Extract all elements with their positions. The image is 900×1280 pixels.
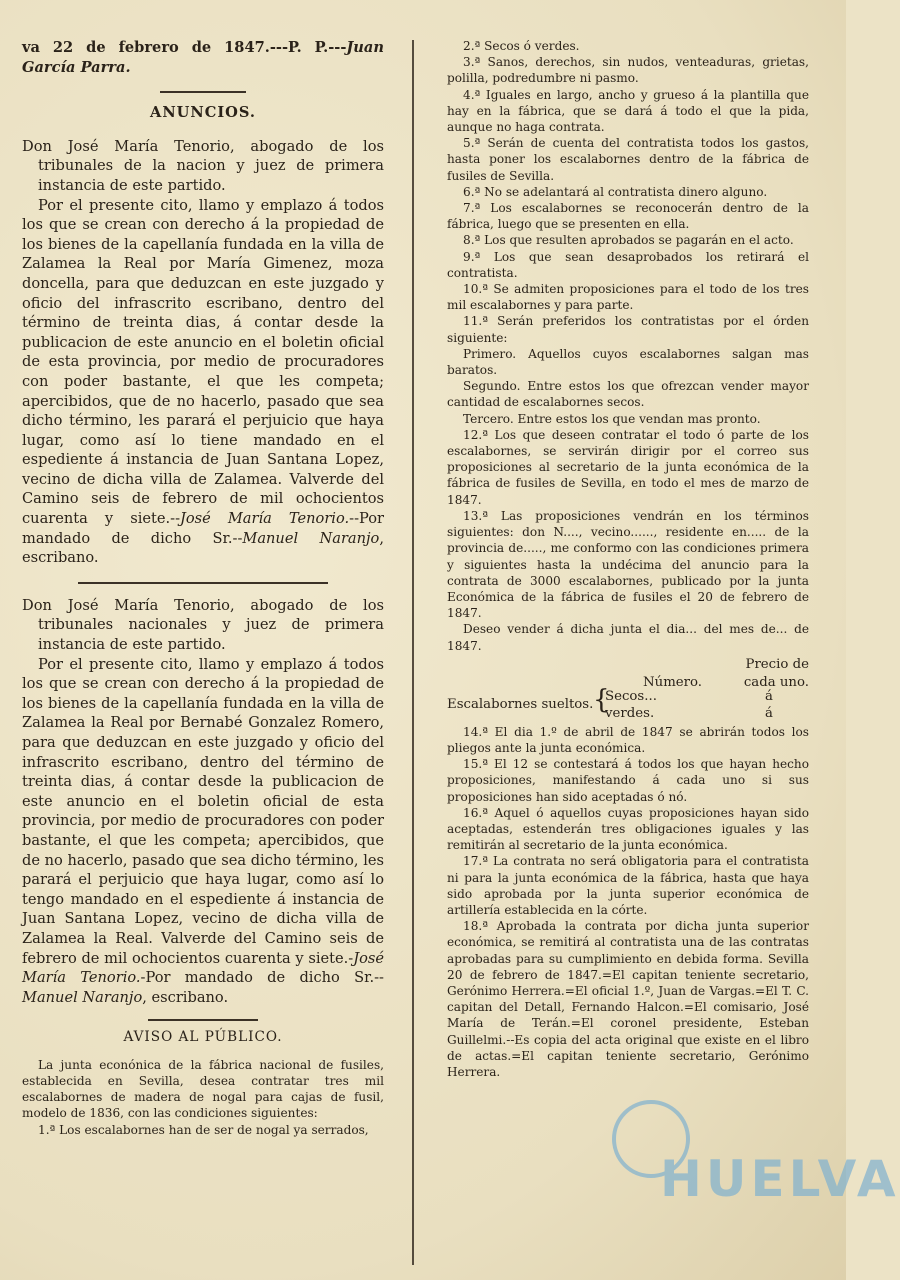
stamp-text: HUELVA	[660, 1150, 900, 1208]
top-line-part1: va 22 de febrero de 1847.---P. P.---	[22, 39, 347, 56]
preference-1: Primero. Aquellos cuyos escalabornes salgan mas baratos.	[447, 346, 809, 378]
aviso-rule	[148, 1019, 258, 1021]
condition-14: 14.ª El dia 1.º de abril de 1847 se abrirán todos los pliegos ante la junta económica.	[447, 724, 809, 755]
row-label: Escalabornes sueltos.	[447, 696, 594, 712]
condition-10: 10.ª Se admiten proposiciones para el todo de los tres mil escalabornes y para parte.	[447, 282, 809, 313]
notice2-header: Don José María Tenorio, abogado de los tribunales nacionales y juez de primera instancia de este partido.	[22, 596, 384, 654]
price-cell-1: á	[765, 688, 773, 704]
notice1-signature-notary: Manuel Naranjo	[242, 529, 380, 547]
brace: {	[593, 684, 610, 715]
price-header-2: cada uno.	[743, 674, 809, 690]
condition-15: 15.ª El 12 se contestará á todos los que hayan hecho proposiciones, manifestando á cada uno si sus proposiciones han sido aceptadas ó nó.	[447, 757, 809, 804]
preference-2: Segundo. Entre estos los que ofrezcan vender mayor cantidad de escalabornes secos.	[447, 379, 809, 410]
condition-13: 13.ª Las proposiciones vendrán en los términos siguientes: don N...., vecino......, residente en..... de la provincia de....., me conformo con las condiciones primera y siguientes hasta la undécima del anuncio para la contrata de 3000 escalabornes, publicado por la junta Económica de la fábrica de fusiles el 20 de febrero de 1847.	[447, 508, 809, 621]
condition-16: 16.ª Aquel ó aquellos cuyas proposiciones hayan sido aceptadas, estenderán tres obligaciones iguales y las remitirán al secretario de la junta económica.	[447, 805, 809, 853]
notice2-mandate: -Por mandado de dicho Sr.--	[140, 969, 384, 987]
condition-2: 2.ª Secos ó verdes.	[463, 39, 580, 53]
left-column	[22, 38, 384, 1138]
column-divider	[412, 40, 414, 1265]
notice1-text: Por el presente cito, llamo y emplazo á todos los que se crean con derecho á la propiedad de los bienes de la capellanía fundada en la villa de Zalamea la Real por María Gimenez, moza doncella, para que deduzcan en este juzgado y oficio del infrascrito escribano, dentro del término de treinta dias, á contar desde la publicacion de este anuncio en el boletin oficial de esta provincia, por medio de procuradores con poder bastante, el que les competa; apercibidos, que de no hacerlo, pasado que sea dicho término, les parará el perjuicio que haya lugar, como así lo tiene mandado en el espediente á instancia de Juan Santana Lopez, vecino de dicha villa de Zalamea. Valverde del Camino seis de febrero de mil ochocientos cuarenta y siete.--	[22, 196, 384, 528]
right-column	[447, 38, 809, 1080]
number-header: Número.	[643, 674, 703, 690]
condition-5: 5.ª Serán de cuenta del contratista todos los gastos, hasta poner los escalabornes dentro de la fábrica de fusiles de Sevilla.	[447, 136, 809, 183]
aviso-title: AVISO AL PÚBLICO.	[123, 1029, 283, 1046]
price-table	[447, 654, 809, 724]
condition-9: 9.ª Los que sean desaprobados los retirará el contratista.	[447, 249, 809, 280]
condition-7: 7.ª Los escalabornes se reconocerán dentro de la fábrica, luego que se presenten en ella.	[447, 201, 809, 232]
price-header-1: Precio de	[745, 656, 809, 672]
condition-1: 1.ª Los escalabornes han de ser de nogal ya serrados,	[38, 1122, 369, 1137]
anuncios-title: ANUNCIOS.	[150, 104, 256, 122]
condition-17: 17.ª La contrata no será obligatoria para el contratista ni para la junta económica de la fábrica, hasta que haya sido aprobada por la junta superior económica de artillería establecida en la córte.	[447, 854, 809, 917]
aviso-intro: La junta econónica de la fábrica nacional de fusiles, establecida en Sevilla, desea contratar tres mil escalabornes de madera de nogal para cajas de fusil, modelo de 1836, con las condiciones siguientes:	[22, 1057, 384, 1121]
condition-4: 4.ª Iguales en largo, ancho y grueso á la plantilla que hay en la fábrica, que se dará á todo el que la pida, aunque no haga contrata.	[447, 87, 809, 135]
section-rule	[160, 91, 246, 93]
condition-3: 3.ª Sanos, derechos, sin nudos, venteaduras, grietas, polilla, podredumbre ni pasmo.	[447, 55, 809, 86]
notice1-mandate: --Por mandado de dicho Sr.--	[22, 510, 385, 547]
condition-18: 18.ª Aprobada la contrata por dicha junta superior económica, se remitirá al contratista una de las contratas aprobadas para su cumplimiento en debida forma. Sevilla 20 de febrero de 1847.=El capitan teniente secretario, Gerónimo Herrera.=El oficial 1.º, Juan de Vargas.=El T. C. capitan del Detall, Fernando Halcon.=El comisario, José María de Terán.=El coronel presidente, Esteban Guillelmi.--Es copia del acta original que existe en el libro de actas.=El capitan teniente secretario, Gerónimo Herrera.	[447, 919, 809, 1079]
top-line-signature: Juan García Parra.	[22, 39, 384, 76]
notice1-header: Don José María Tenorio, abogado de los tribunales de la nacion y juez de primera instancia de este partido.	[22, 137, 384, 194]
price-cell-2: á	[765, 705, 773, 721]
condition-6: 6.ª No se adelantará al contratista dinero alguno.	[463, 184, 768, 199]
row-verdes: verdes.	[605, 705, 655, 721]
notice2-body	[22, 655, 384, 1008]
notice1-signature-judge: José María Tenorio.	[180, 510, 350, 528]
top-line	[22, 38, 384, 77]
condition-8: 8.ª Los que resulten aprobados se pagarán en el acto.	[463, 233, 794, 248]
notice2-end: , escribano.	[142, 988, 229, 1006]
preference-3: Tercero. Entre estos los que vendan mas pronto.	[463, 411, 761, 426]
notice1-body	[22, 196, 384, 568]
notice2-signature-notary: Manuel Naranjo	[22, 988, 143, 1006]
notice2-text: Por el presente cito, llamo y emplazo á todos los que se crean con derecho á la propiedad de los bienes de la capellanía fundada en la villa de Zalamea la Real por Bernabé Gonzalez Romero, para que deduzcan en este juzgado y oficio del infrascrito escribano, dentro del término de treinta dias, á contar desde la publicacion de este anuncio en el boletin oficial de esta provincia, por medio de procuradores con poder bastante, el que les competa; apercibidos, que de no hacerlo, pasado que sea dicho término, les parará el perjuicio que haya lugar, como así lo tengo mandado en el espediente á instancia de Juan Santana Lopez, vecino de dicha villa de Zalamea la Real. Valverde del Camino seis de febrero de mil ochocientos cuarenta y siete.-	[22, 655, 384, 967]
archive-stamp	[612, 1100, 900, 1260]
row-secos: Secos...	[605, 688, 657, 704]
sale-declaration: Deseo vender á dicha junta el dia... del mes de... de 1847.	[447, 622, 809, 653]
condition-12: 12.ª Los que deseen contratar el todo ó parte de los escalabornes, se servirán dirigir por el correo sus proposiciones al secretario de la junta económica de la fábrica de fusiles de Sevilla, en todo el mes de marzo de 1847.	[447, 427, 809, 507]
notice2-signature-judge: José María Tenorio.	[22, 949, 384, 987]
notice1-end: , escribano.	[22, 529, 384, 567]
condition-11: 11.ª Serán preferidos los contratistas por el órden siguiente:	[447, 314, 809, 345]
